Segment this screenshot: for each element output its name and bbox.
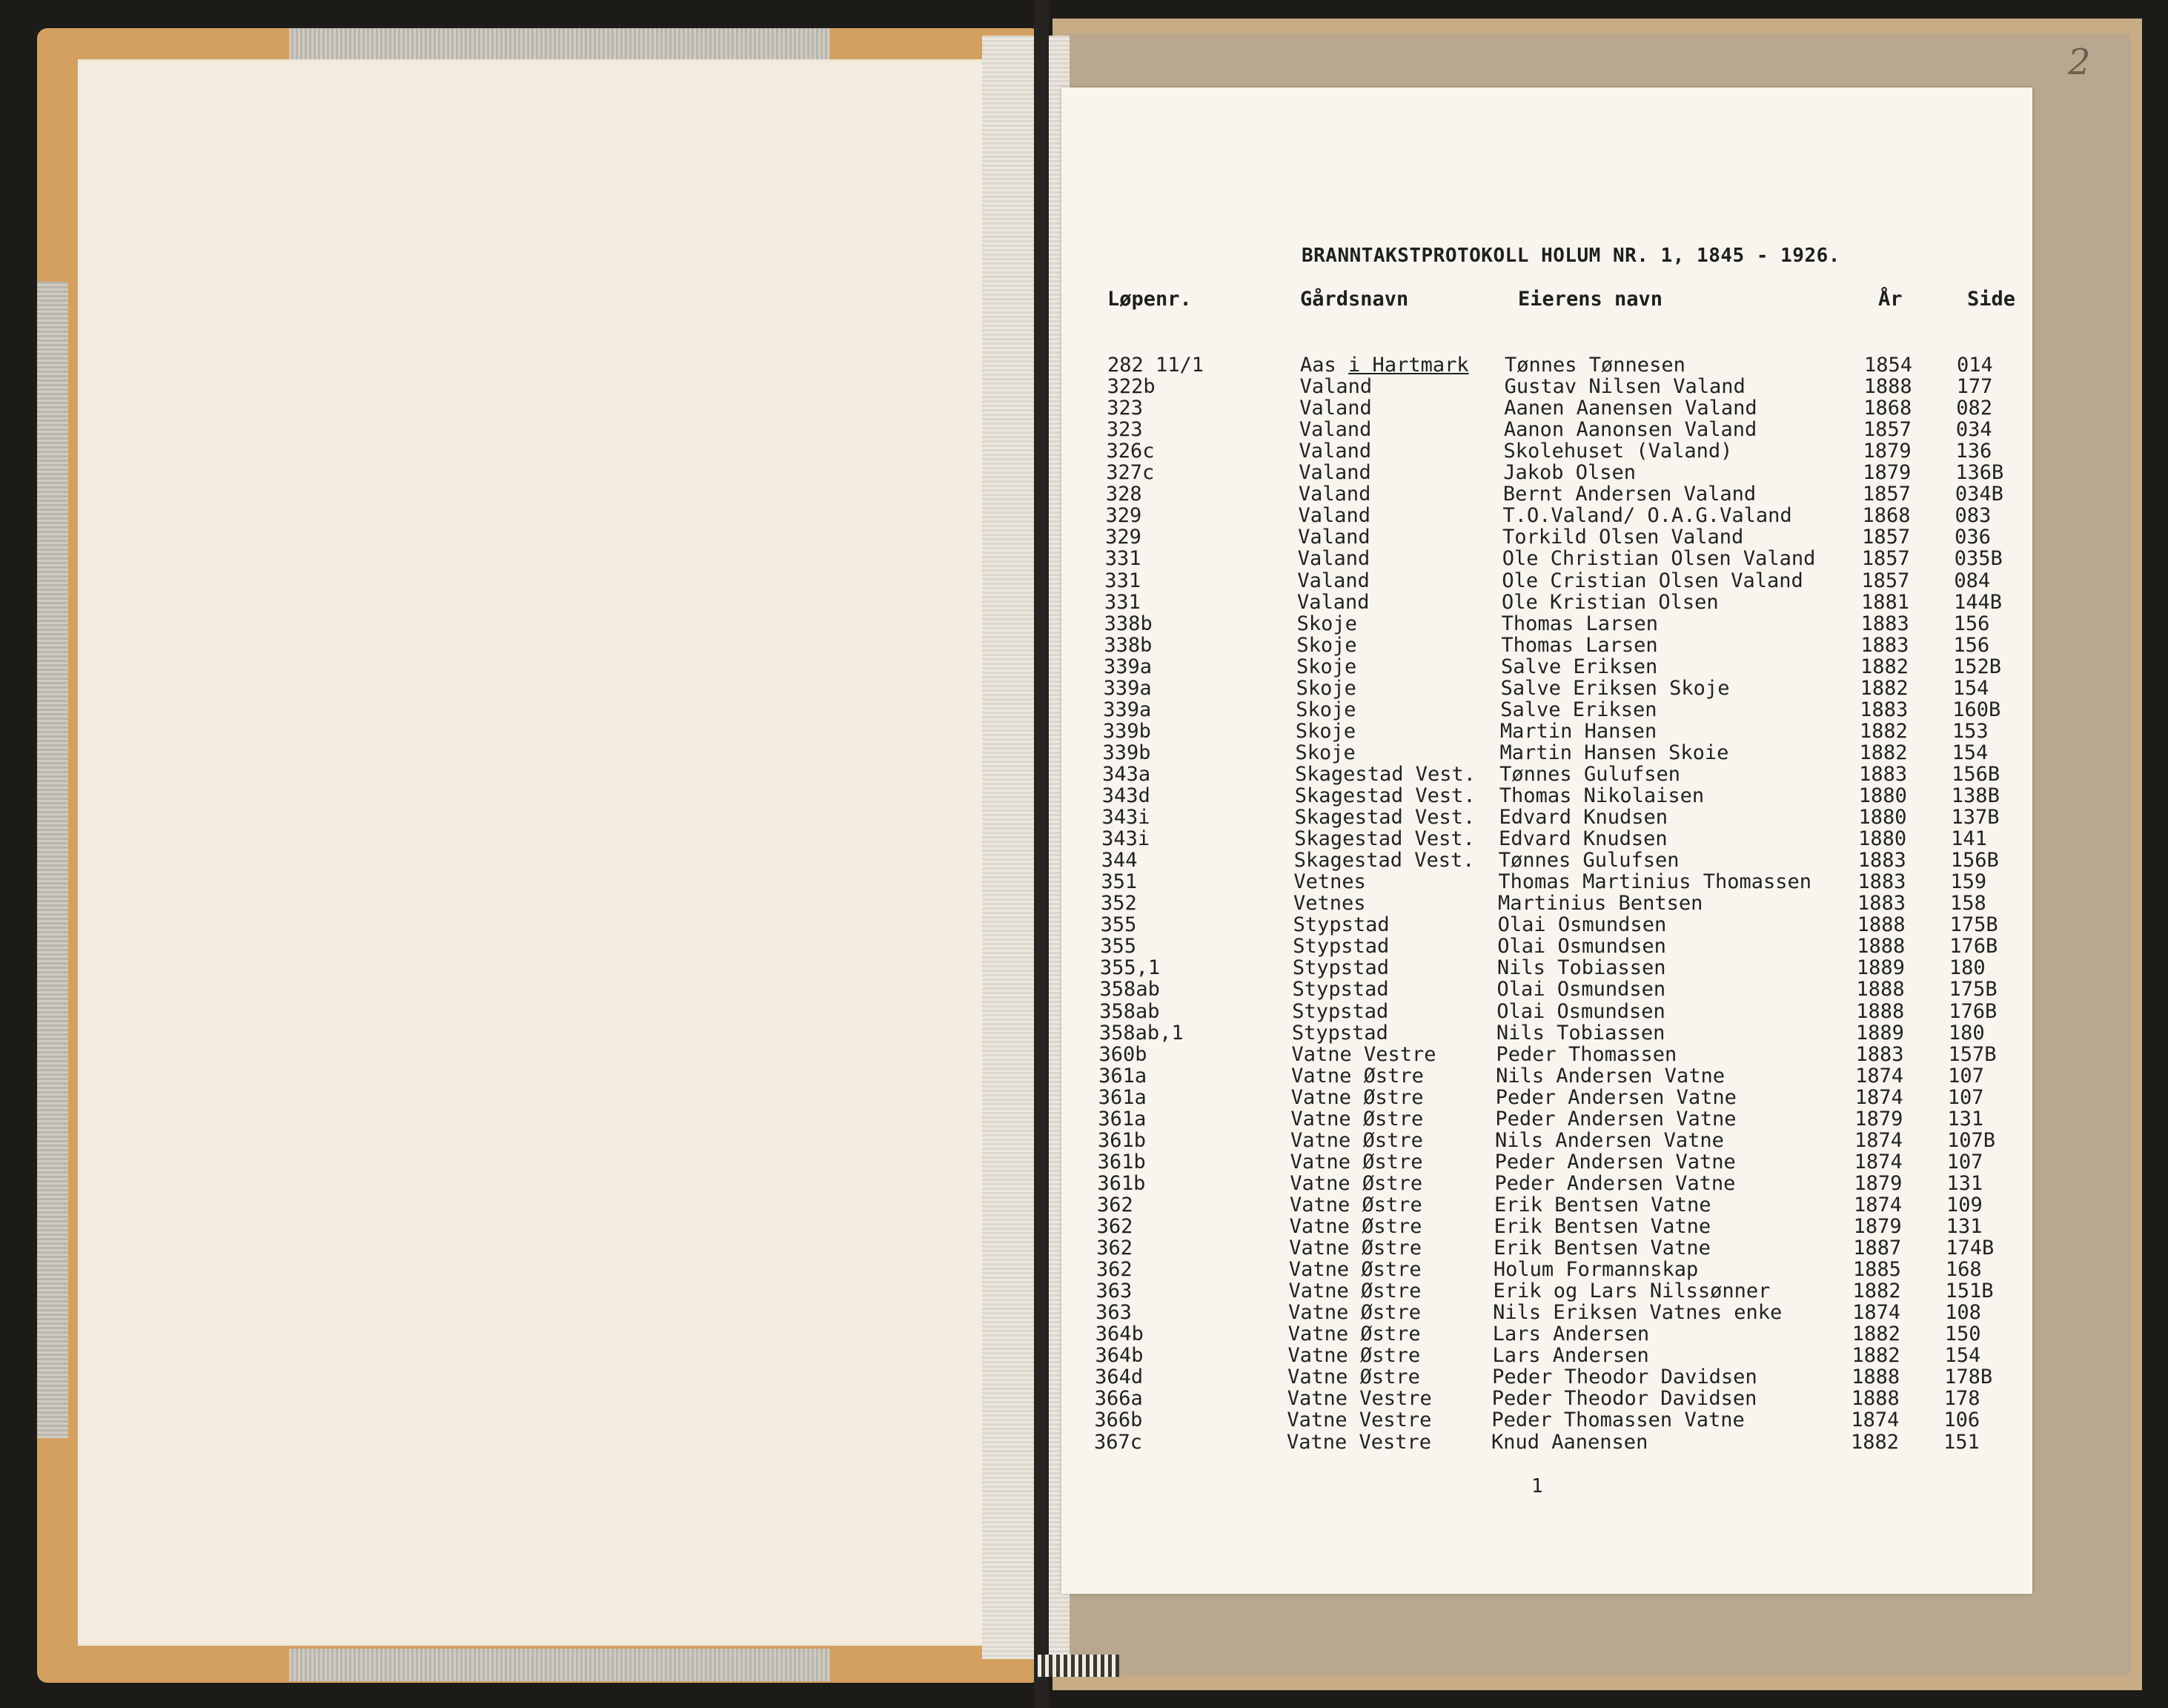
cell-side: 154 xyxy=(1952,676,1989,700)
cell-gardsnavn: Skoje xyxy=(1296,698,1356,721)
cell-eier: Lars Andersen xyxy=(1492,1323,1650,1346)
cell-eier: Edvard Knudsen xyxy=(1499,806,1668,830)
cell-eier: Nils Eriksen Vatnes enke xyxy=(1493,1301,1783,1325)
cell-side: 144B xyxy=(1954,590,2003,614)
cell-side: 138B xyxy=(1951,784,2000,807)
cell-eier: Thomas Larsen xyxy=(1501,633,1658,657)
cell-eier: Skolehuset (Valand) xyxy=(1503,440,1733,463)
cell-gardsnavn: Skoje xyxy=(1295,719,1356,743)
cell-eier: Peder Thomassen xyxy=(1496,1042,1677,1066)
cell-eier: Lars Andersen xyxy=(1492,1344,1649,1368)
cell-ar: 1874 xyxy=(1853,1193,1902,1217)
cell-side: 153 xyxy=(1952,719,1989,743)
cell-eier: T.O.Valand/ O.A.G.Valand xyxy=(1502,504,1792,528)
cell-gardsnavn: Valand xyxy=(1299,418,1372,442)
cell-eier: Nils Andersen Vatne xyxy=(1496,1064,1725,1088)
cell-lopenr: 361b xyxy=(1097,1171,1146,1195)
cell-eier: Martin Hansen Skoie xyxy=(1499,741,1729,764)
cell-lopenr: 326c xyxy=(1106,440,1155,463)
cell-gardsnavn: Vatne Østre xyxy=(1287,1366,1420,1389)
cell-lopenr: 364b xyxy=(1095,1323,1144,1346)
cell-gardsnavn: Skoje xyxy=(1296,612,1357,635)
cell-lopenr: 344 xyxy=(1101,849,1138,873)
cell-eier: Jakob Olsen xyxy=(1503,461,1636,485)
cell-lopenr: 361a xyxy=(1098,1064,1147,1088)
cell-gardsnavn: Vatne Østre xyxy=(1291,1064,1424,1088)
cell-lopenr: 361a xyxy=(1098,1085,1147,1109)
cell-gardsnavn: Vatne Østre xyxy=(1289,1193,1422,1217)
bookmark-ribbon xyxy=(1038,1655,1119,1677)
cell-side: 136 xyxy=(1955,440,1992,463)
cell-eier: Olai Osmundsen xyxy=(1496,999,1665,1023)
cell-lopenr: 323 xyxy=(1107,397,1144,420)
column-header-ar: År xyxy=(1878,288,1903,311)
cell-eier: Martinius Bentsen xyxy=(1498,892,1703,916)
cell-ar: 1882 xyxy=(1852,1280,1901,1303)
page-corner-number: 2 xyxy=(2068,42,2091,83)
cell-ar: 1883 xyxy=(1860,698,1909,721)
cell-side: 154 xyxy=(1952,741,1989,764)
cell-eier: Nils Andersen Vatne xyxy=(1495,1128,1724,1152)
cell-lopenr: 352 xyxy=(1101,892,1137,916)
cell-side: 175B xyxy=(1949,913,1998,937)
cell-eier: Peder Theodor Davidsen xyxy=(1491,1387,1757,1411)
cell-lopenr: 339a xyxy=(1103,676,1152,700)
cell-ar: 1888 xyxy=(1863,375,1912,399)
cell-ar: 1857 xyxy=(1861,569,1910,592)
cell-side: 107 xyxy=(1946,1150,1983,1174)
cell-ar: 1888 xyxy=(1852,1366,1900,1389)
cell-eier: Erik og Lars Nilssønner xyxy=(1493,1280,1771,1303)
cell-lopenr: 338b xyxy=(1104,612,1153,635)
cell-ar: 1882 xyxy=(1851,1430,1900,1454)
cell-eier: Salve Eriksen xyxy=(1500,655,1658,678)
cell-gardsnavn: Vatne Østre xyxy=(1290,1150,1423,1174)
cell-side: 180 xyxy=(1949,956,1986,980)
cell-ar: 1883 xyxy=(1855,1042,1904,1066)
cell-eier: Gustav Nilsen Valand xyxy=(1504,375,1746,399)
cell-lopenr: 322b xyxy=(1107,375,1156,399)
cell-ar: 1882 xyxy=(1860,655,1909,678)
cell-gardsnavn: Valand xyxy=(1297,590,1370,614)
cell-side: 178B xyxy=(1944,1366,1993,1389)
cell-lopenr: 323 xyxy=(1106,418,1143,442)
cell-ar: 1879 xyxy=(1863,440,1912,463)
cell-eier: Aanen Aanensen Valand xyxy=(1504,397,1757,420)
cell-gardsnavn: Valand xyxy=(1297,547,1370,571)
cell-ar: 1874 xyxy=(1854,1128,1903,1152)
cell-ar: 1883 xyxy=(1860,612,1909,635)
cell-ar: 1857 xyxy=(1863,418,1912,442)
document-title: BRANNTAKSTPROTOKOLL HOLUM NR. 1, 1845 - 1926. xyxy=(1302,245,1840,267)
cell-gardsnavn: Skagestad Vest. xyxy=(1294,827,1475,851)
cell-ar: 1888 xyxy=(1851,1387,1900,1411)
cell-ar: 1887 xyxy=(1853,1237,1902,1260)
cell-gardsnavn: Valand xyxy=(1297,569,1370,592)
cell-lopenr: 364d xyxy=(1095,1366,1144,1389)
cell-side: 107 xyxy=(1948,1064,1984,1088)
cell-ar: 1874 xyxy=(1854,1085,1903,1109)
cell-eier: Torkild Olsen Valand xyxy=(1502,526,1744,549)
cell-lopenr: 328 xyxy=(1105,483,1142,506)
cell-lopenr: 329 xyxy=(1105,526,1141,549)
cell-side: 107B xyxy=(1947,1128,1996,1152)
cell-ar: 1883 xyxy=(1857,870,1906,894)
cell-eier: Tønnes Gulufsen xyxy=(1498,849,1680,873)
cell-gardsnavn: Vatne Østre xyxy=(1290,1128,1423,1152)
cell-gardsnavn: Vatne Vestre xyxy=(1291,1042,1436,1066)
cell-side: 174B xyxy=(1946,1237,1995,1260)
cell-side: 159 xyxy=(1950,870,1987,894)
cell-gardsnavn: Vatne Østre xyxy=(1288,1280,1422,1303)
cell-side: 156B xyxy=(1952,762,2000,786)
cell-ar: 1868 xyxy=(1862,504,1911,528)
cell-gardsnavn: Valand xyxy=(1299,461,1371,485)
cell-side: 014 xyxy=(1957,354,1993,377)
cell-side: 034 xyxy=(1955,418,1992,442)
cell-eier: Olai Osmundsen xyxy=(1496,978,1666,1002)
cell-lopenr: 361b xyxy=(1098,1128,1147,1152)
cell-lopenr: 331 xyxy=(1104,569,1141,592)
cell-eier: Nils Tobiassen xyxy=(1496,956,1666,980)
cell-eier: Thomas Larsen xyxy=(1501,612,1658,635)
cell-ar: 1883 xyxy=(1859,762,1908,786)
column-header-lopenr: Løpenr. xyxy=(1107,288,1192,311)
cell-lopenr: 331 xyxy=(1104,590,1141,614)
cell-lopenr: 364b xyxy=(1095,1344,1144,1368)
cell-lopenr: 360b xyxy=(1098,1042,1147,1066)
column-header-gardsnavn: Gårdsnavn xyxy=(1300,288,1409,311)
cell-ar: 1883 xyxy=(1857,849,1906,873)
cell-lopenr: 361b xyxy=(1097,1150,1146,1174)
cell-lopenr: 358ab xyxy=(1099,999,1160,1023)
cell-lopenr: 362 xyxy=(1095,1258,1133,1282)
cell-side: 108 xyxy=(1945,1301,1981,1325)
cell-ar: 1881 xyxy=(1861,590,1910,614)
cell-side: 137B xyxy=(1951,806,2000,830)
cell-eier: Martin Hansen xyxy=(1499,719,1657,743)
cell-side: 131 xyxy=(1946,1215,1983,1238)
cell-gardsnavn: Valand xyxy=(1298,483,1371,506)
cell-eier: Ole Christian Olsen Valand xyxy=(1502,547,1816,571)
cell-side: 151 xyxy=(1943,1430,1980,1454)
cell-eier: Erik Bentsen Vatne xyxy=(1494,1215,1711,1238)
cell-gardsnavn: Stypstad xyxy=(1292,999,1389,1023)
cell-side: 141 xyxy=(1951,827,1987,851)
cell-lopenr: 363 xyxy=(1095,1301,1132,1325)
cell-gardsnavn: Vatne Østre xyxy=(1287,1344,1421,1368)
cell-gardsnavn: Vatne Østre xyxy=(1289,1237,1422,1260)
cell-ar: 1874 xyxy=(1854,1150,1903,1174)
cell-side: 176B xyxy=(1949,999,1998,1023)
cell-side: 156 xyxy=(1953,612,1990,635)
cell-lopenr: 367c xyxy=(1094,1430,1143,1454)
cell-eier: Edvard Knudsen xyxy=(1499,827,1668,851)
blank-left-page xyxy=(78,59,993,1646)
cell-ar: 1882 xyxy=(1859,719,1908,743)
cell-side: 178 xyxy=(1943,1387,1980,1411)
cell-eier: Thomas Martinius Thomassen xyxy=(1498,870,1811,894)
cell-ar: 1857 xyxy=(1862,526,1911,549)
cell-lopenr: 362 xyxy=(1096,1237,1133,1260)
cell-gardsnavn: Skagestad Vest. xyxy=(1294,784,1476,807)
cell-side: 035B xyxy=(1954,547,2003,571)
cell-side: 131 xyxy=(1947,1107,1984,1131)
cell-gardsnavn: Stypstad xyxy=(1292,956,1389,980)
cell-eier: Olai Osmundsen xyxy=(1497,935,1666,959)
cell-ar: 1889 xyxy=(1856,956,1905,980)
cell-gardsnavn: Skagestad Vest. xyxy=(1293,849,1475,873)
cell-eier: Ole Cristian Olsen Valand xyxy=(1502,569,1803,592)
cell-side: 084 xyxy=(1954,569,1991,592)
cell-ar: 1888 xyxy=(1857,913,1906,937)
cell-lopenr: 329 xyxy=(1105,504,1142,528)
cell-eier: Bernt Andersen Valand xyxy=(1502,483,1757,506)
cell-eier: Olai Osmundsen xyxy=(1497,913,1667,937)
cell-side: 082 xyxy=(1956,397,1993,420)
cell-eier: Nils Tobiassen xyxy=(1496,1021,1665,1045)
cell-side: 136B xyxy=(1955,461,2004,485)
cell-gardsnavn: Aas i Hartmark xyxy=(1300,354,1469,377)
cell-ar: 1857 xyxy=(1862,483,1911,506)
cell-lopenr: 339a xyxy=(1103,655,1152,678)
cell-gardsnavn: Skagestad Vest. xyxy=(1295,762,1476,786)
cell-lopenr: 343i xyxy=(1101,806,1150,830)
column-header-side: Side xyxy=(1967,288,2016,311)
cell-side: 131 xyxy=(1946,1171,1983,1195)
cell-lopenr: 361a xyxy=(1098,1107,1147,1131)
cell-ar: 1857 xyxy=(1861,547,1910,571)
cell-gardsnavn: Valand xyxy=(1299,375,1373,399)
cell-lopenr: 355,1 xyxy=(1099,956,1161,980)
cell-gardsnavn: Stypstad xyxy=(1293,935,1390,959)
cell-ar: 1880 xyxy=(1858,827,1907,851)
cell-side: 180 xyxy=(1948,1021,1985,1045)
cell-ar: 1882 xyxy=(1860,676,1909,700)
cell-eier: Erik Bentsen Vatne xyxy=(1494,1193,1711,1217)
cell-ar: 1854 xyxy=(1864,354,1913,377)
cell-eier: Peder Andersen Vatne xyxy=(1495,1107,1737,1131)
cell-side: 036 xyxy=(1955,526,1991,549)
cell-side: 176B xyxy=(1949,935,1998,959)
cell-gardsnavn: Stypstad xyxy=(1291,1021,1388,1045)
cell-side: 109 xyxy=(1946,1193,1983,1217)
cell-ar: 1879 xyxy=(1854,1107,1903,1131)
cloth-binding-top xyxy=(289,28,830,59)
cell-ar: 1888 xyxy=(1857,935,1906,959)
cell-lopenr: 358ab,1 xyxy=(1098,1021,1184,1045)
cell-lopenr: 339b xyxy=(1102,741,1151,764)
cell-side: 083 xyxy=(1955,504,1992,528)
cell-gardsnavn: Stypstad xyxy=(1292,978,1389,1002)
cell-lopenr: 362 xyxy=(1096,1193,1133,1217)
cell-eier: Holum Formannskap xyxy=(1493,1258,1699,1282)
cell-eier: Aanon Aanonsen Valand xyxy=(1503,418,1757,442)
cell-ar: 1880 xyxy=(1858,784,1907,807)
cell-eier: Peder Andersen Vatne xyxy=(1494,1150,1736,1174)
page-number: 1 xyxy=(1531,1475,1543,1497)
cell-side: 157B xyxy=(1948,1042,1997,1066)
cell-gardsnavn: Vetnes xyxy=(1293,870,1366,894)
cell-ar: 1882 xyxy=(1859,741,1908,764)
cell-gardsnavn: Vatne Østre xyxy=(1288,1258,1422,1282)
cell-side: 034B xyxy=(1955,483,2003,506)
cloth-binding-left xyxy=(37,282,68,1438)
cell-gardsnavn: Vatne Østre xyxy=(1287,1323,1421,1346)
cell-gardsnavn: Vatne Østre xyxy=(1290,1107,1424,1131)
cloth-binding-bottom xyxy=(289,1649,830,1681)
cell-eier: Salve Eriksen Skoje xyxy=(1500,676,1730,700)
cell-gardsnavn: Stypstad xyxy=(1293,913,1390,937)
cell-side: 177 xyxy=(1956,375,1993,399)
cell-side: 154 xyxy=(1944,1344,1981,1368)
cell-lopenr: 358ab xyxy=(1099,978,1160,1002)
cell-side: 106 xyxy=(1943,1409,1980,1432)
cell-lopenr: 343i xyxy=(1101,827,1150,851)
cell-eier: Peder Thomassen Vatne xyxy=(1491,1409,1745,1432)
cell-eier: Salve Eriksen xyxy=(1500,698,1657,721)
cell-gardsnavn: Skoje xyxy=(1296,633,1357,657)
cell-gardsnavn: Vatne Østre xyxy=(1289,1215,1422,1238)
cell-lopenr: 338b xyxy=(1104,633,1153,657)
cell-ar: 1879 xyxy=(1854,1171,1903,1195)
cell-ar: 1885 xyxy=(1852,1258,1901,1282)
cell-gardsnavn: Valand xyxy=(1298,504,1371,528)
cell-side: 151B xyxy=(1945,1280,1994,1303)
cell-ar: 1880 xyxy=(1858,806,1907,830)
cell-gardsnavn: Vetnes xyxy=(1293,892,1366,916)
cell-lopenr: 355 xyxy=(1100,913,1137,937)
cell-ar: 1868 xyxy=(1863,397,1912,420)
cell-lopenr: 351 xyxy=(1101,870,1138,894)
cell-lopenr: 327c xyxy=(1106,461,1155,485)
cell-ar: 1879 xyxy=(1853,1215,1902,1238)
cell-gardsnavn: Vatne Vestre xyxy=(1287,1387,1432,1411)
cell-gardsnavn: Vatne Vestre xyxy=(1287,1430,1432,1454)
cell-ar: 1874 xyxy=(1852,1301,1901,1325)
cell-ar: 1874 xyxy=(1855,1064,1904,1088)
cell-ar: 1879 xyxy=(1863,461,1912,485)
spine-tape xyxy=(982,36,1070,1659)
cell-eier: Thomas Nikolaisen xyxy=(1499,784,1705,807)
cell-side: 156B xyxy=(1950,849,1999,873)
book-gutter xyxy=(1034,0,1049,1708)
cell-ar: 1888 xyxy=(1856,978,1905,1002)
cell-gardsnavn: Valand xyxy=(1299,397,1372,420)
cell-side: 168 xyxy=(1945,1258,1982,1282)
cell-side: 156 xyxy=(1953,633,1990,657)
cell-eier: Tønnes Gulufsen xyxy=(1499,762,1680,786)
cell-ar: 1883 xyxy=(1860,633,1909,657)
cell-lopenr: 282 11/1 xyxy=(1107,354,1204,377)
cell-side: 107 xyxy=(1947,1085,1984,1109)
cell-gardsnavn: Valand xyxy=(1298,526,1370,549)
cell-lopenr: 339b xyxy=(1102,719,1151,743)
cell-gardsnavn: Vatne Vestre xyxy=(1287,1409,1432,1432)
cell-ar: 1882 xyxy=(1852,1323,1900,1346)
cell-lopenr: 331 xyxy=(1104,547,1141,571)
cell-eier: Erik Bentsen Vatne xyxy=(1494,1237,1711,1260)
cell-side: 160B xyxy=(1952,698,2001,721)
cell-ar: 1889 xyxy=(1855,1021,1904,1045)
cell-gardsnavn: Skoje xyxy=(1296,655,1357,678)
cell-eier: Knud Aanensen xyxy=(1491,1430,1648,1454)
cell-side: 158 xyxy=(1950,892,1986,916)
cell-eier: Peder Andersen Vatne xyxy=(1495,1085,1737,1109)
cell-lopenr: 355 xyxy=(1100,935,1137,959)
cell-ar: 1882 xyxy=(1852,1344,1900,1368)
cell-gardsnavn: Vatne Østre xyxy=(1288,1301,1421,1325)
cell-ar: 1883 xyxy=(1857,892,1906,916)
cell-ar: 1874 xyxy=(1851,1409,1900,1432)
cell-lopenr: 366a xyxy=(1094,1387,1143,1411)
cell-gardsnavn: Skoje xyxy=(1295,741,1356,764)
cell-side: 175B xyxy=(1949,978,1998,1002)
cell-gardsnavn: Skagestad Vest. xyxy=(1294,806,1476,830)
cell-side: 150 xyxy=(1944,1323,1981,1346)
cell-gardsnavn: Skoje xyxy=(1296,676,1356,700)
cell-eier: Tønnes Tønnesen xyxy=(1505,354,1685,377)
cell-side: 152B xyxy=(1952,655,2001,678)
cell-eier: Peder Theodor Davidsen xyxy=(1492,1366,1757,1389)
cell-lopenr: 339a xyxy=(1103,698,1152,721)
cell-lopenr: 343a xyxy=(1102,762,1151,786)
cell-gardsnavn: Vatne Østre xyxy=(1290,1171,1423,1195)
cell-lopenr: 362 xyxy=(1096,1215,1133,1238)
cell-gardsnavn-underlined: i Hartmark xyxy=(1348,354,1469,377)
cell-ar: 1888 xyxy=(1856,999,1905,1023)
cell-gardsnavn: Vatne Østre xyxy=(1290,1085,1424,1109)
cell-lopenr: 366b xyxy=(1094,1409,1143,1432)
cell-eier: Ole Kristian Olsen xyxy=(1502,590,1719,614)
cell-lopenr: 343d xyxy=(1101,784,1150,807)
cell-eier: Peder Andersen Vatne xyxy=(1494,1171,1736,1195)
cell-gardsnavn: Valand xyxy=(1299,440,1372,463)
column-header-eier: Eierens navn xyxy=(1518,288,1663,311)
cell-lopenr: 363 xyxy=(1095,1280,1133,1303)
